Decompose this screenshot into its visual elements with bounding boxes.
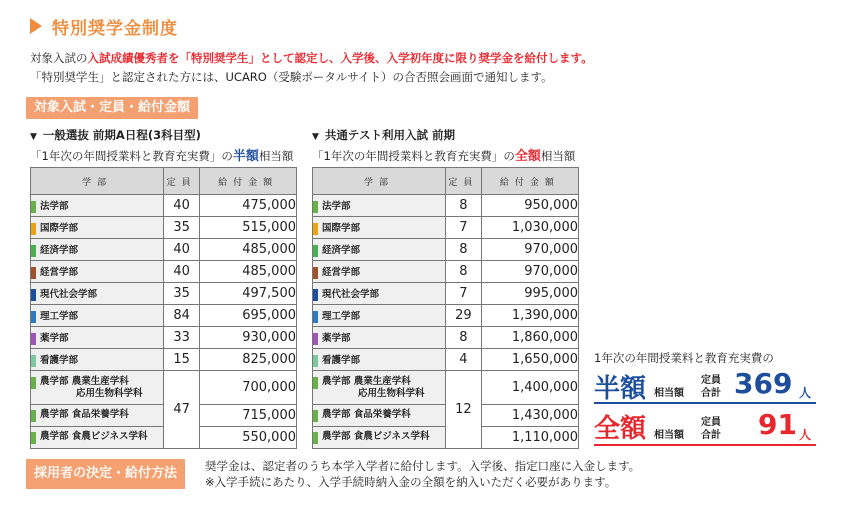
table-row: [313, 405, 579, 427]
faculty-name: 国際学部: [322, 223, 361, 235]
amount-cell: 497,500: [200, 283, 297, 305]
amount-cell: 950,000: [481, 195, 578, 217]
faculty-color-swatch: [31, 223, 36, 235]
faculty-cell: [313, 305, 446, 327]
table-row: [31, 371, 297, 405]
table-header-cell: 定員: [164, 168, 200, 195]
faculty-color-swatch: [313, 245, 318, 257]
table-row: [313, 195, 579, 217]
table-row: [313, 261, 579, 283]
capacity-cell: 15: [164, 349, 200, 371]
faculty-cell: [313, 427, 446, 449]
table-header-row: [31, 168, 297, 195]
faculty-name: 農学部 農業生産学科: [40, 375, 129, 387]
left-subline: 「1年次の年間授業料と教育充実費」の半額相当額: [30, 149, 294, 164]
faculty-cell: [313, 217, 446, 239]
right-table: [312, 167, 579, 449]
summary-full-unit: 人: [799, 428, 812, 442]
capacity-cell: 7: [446, 283, 482, 305]
faculty-lines: [322, 409, 411, 421]
amount-cell: 695,000: [200, 305, 297, 327]
summary-half: [594, 368, 816, 404]
faculty-cell: [313, 261, 446, 283]
amount-cell: 1,030,000: [481, 217, 578, 239]
faculty-cell: [31, 261, 164, 283]
summary-full-word: 全額: [594, 414, 647, 444]
amount-cell: 1,430,000: [481, 405, 578, 427]
faculty-cell: [31, 371, 164, 405]
faculty-lines: [40, 376, 143, 400]
faculty-cell: [313, 195, 446, 217]
amount-cell: 825,000: [200, 349, 297, 371]
summary-full-cap1: 定員: [701, 417, 721, 428]
table-row: [313, 349, 579, 371]
faculty-name: 国際学部: [40, 223, 79, 235]
intro-highlight: 入試成績優秀者を「特別奨学生」として認定し、入学後、入学初年度に限り奨学金を給付します。: [87, 51, 593, 65]
right-subhead: ▼ 共通テスト利用入試 前期: [312, 128, 455, 142]
amount-cell: 995,000: [481, 283, 578, 305]
section-bar-targets: 対象入試・定員・給付金額: [26, 97, 198, 119]
amount-cell: 1,390,000: [481, 305, 578, 327]
table-row: [31, 405, 297, 427]
faculty-name-sub: 応用生物科学科: [358, 387, 425, 399]
capacity-cell: 40: [164, 239, 200, 261]
faculty-name: 経済学部: [322, 245, 361, 257]
faculty-cell: [31, 405, 164, 427]
faculty-cell: [31, 283, 164, 305]
table-row: [31, 327, 297, 349]
faculty-cell: [313, 239, 446, 261]
table-header-row: [313, 168, 579, 195]
table-row: [313, 217, 579, 239]
faculty-cell: [31, 239, 164, 261]
faculty-color-swatch: [313, 333, 318, 345]
faculty-color-swatch: [313, 432, 318, 444]
table-row: [31, 239, 297, 261]
faculty-multiline: [313, 409, 445, 422]
faculty-color-swatch: [31, 311, 36, 323]
amount-cell: 930,000: [200, 327, 297, 349]
faculty-cell: [31, 427, 164, 449]
faculty-lines: [322, 431, 430, 443]
faculty-lines: [40, 409, 129, 421]
summary-full-total: 91: [758, 408, 797, 441]
right-subline: 「1年次の年間授業料と教育充実費」の全額相当額: [312, 149, 576, 164]
faculty-color-swatch: [313, 289, 318, 301]
capacity-cell: 4: [446, 349, 482, 371]
capacity-cell: 35: [164, 283, 200, 305]
faculty-cell: [31, 217, 164, 239]
table-row: [31, 305, 297, 327]
table-row: [31, 349, 297, 371]
table-row: [313, 327, 579, 349]
capacity-cell: 33: [164, 327, 200, 349]
amount-cell: 1,110,000: [481, 427, 578, 449]
section-bar-method: 採用者の決定・給付方法: [26, 459, 185, 489]
title-arrow-icon: [30, 18, 42, 34]
faculty-cell: [313, 327, 446, 349]
table-row: [31, 427, 297, 449]
summary-full: [594, 408, 816, 446]
faculty-name: 看護学部: [322, 355, 361, 367]
faculty-color-swatch: [31, 267, 36, 279]
table-header-cell: 定員: [446, 168, 482, 195]
amount-cell: 485,000: [200, 261, 297, 283]
amount-cell: 485,000: [200, 239, 297, 261]
faculty-color-swatch: [31, 333, 36, 345]
amount-cell: 1,860,000: [481, 327, 578, 349]
summary-full-suffix: 相当額: [654, 430, 684, 441]
faculty-name: 現代社会学部: [322, 289, 380, 301]
capacity-cell: 8: [446, 239, 482, 261]
faculty-cell: [313, 405, 446, 427]
amount-cell: 1,400,000: [481, 371, 578, 405]
table-header-cell: 学部: [313, 168, 446, 195]
summary-half-word: 半額: [594, 374, 647, 404]
intro-line-1: [30, 50, 593, 66]
faculty-color-swatch: [313, 410, 318, 422]
left-table: [30, 167, 297, 449]
amount-cell: 1,650,000: [481, 349, 578, 371]
table-row: [313, 427, 579, 449]
table-row: [31, 261, 297, 283]
faculty-color-swatch: [31, 289, 36, 301]
summary-half-cap2: 合計: [701, 388, 721, 399]
faculty-lines: [322, 376, 425, 400]
capacity-cell: 7: [446, 217, 482, 239]
table-row: [313, 239, 579, 261]
faculty-cell: [31, 349, 164, 371]
summary-full-cap2: 合計: [701, 430, 721, 441]
amount-cell: 715,000: [200, 405, 297, 427]
faculty-name: 農学部 食品栄養学科: [40, 409, 129, 420]
faculty-name: 経営学部: [322, 267, 361, 279]
faculty-name: 農学部 農業生産学科: [322, 375, 411, 387]
faculty-multiline: [31, 376, 163, 400]
summary-half-cap1: 定員: [701, 375, 721, 386]
summary-half-suffix: 相当額: [654, 388, 684, 399]
faculty-name: 薬学部: [322, 333, 351, 345]
table-header-cell: 給付金額: [481, 168, 578, 195]
faculty-multiline: [31, 431, 163, 444]
amount-cell: 970,000: [481, 261, 578, 283]
table-row: [313, 371, 579, 405]
faculty-name: 看護学部: [40, 355, 79, 367]
amount-cell: 475,000: [200, 195, 297, 217]
faculty-color-swatch: [31, 410, 36, 422]
capacity-cell: 12: [446, 371, 482, 449]
triangle-down-icon: ▼: [30, 132, 37, 142]
table-row: [313, 283, 579, 305]
faculty-name: 現代社会学部: [40, 289, 98, 301]
capacity-cell: 47: [164, 371, 200, 449]
capacity-cell: 8: [446, 261, 482, 283]
faculty-name-sub: 応用生物科学科: [76, 387, 143, 399]
amount-cell: 700,000: [200, 371, 297, 405]
method-line-2: ※入学手続にあたり、入学手続時納入金の全額を納入いただく必要があります。: [205, 475, 617, 489]
capacity-cell: 40: [164, 195, 200, 217]
page-title: 特別奨学金制度: [52, 19, 178, 39]
faculty-cell: [31, 305, 164, 327]
faculty-color-swatch: [31, 201, 36, 213]
intro-line-2: 「特別奨学生」と認定された方には、UCARO（受験ポータルサイト）の合否照会画面で通知します。: [30, 70, 553, 84]
faculty-color-swatch: [31, 355, 36, 367]
faculty-name: 経営学部: [40, 267, 79, 279]
faculty-name: 法学部: [40, 201, 69, 213]
faculty-name: 法学部: [322, 201, 351, 213]
table-header-cell: 学部: [31, 168, 164, 195]
faculty-name: 農学部 食農ビジネス学科: [322, 431, 430, 442]
faculty-multiline: [313, 376, 445, 400]
faculty-color-swatch: [313, 377, 318, 389]
faculty-color-swatch: [313, 223, 318, 235]
amount-cell: 550,000: [200, 427, 297, 449]
intro-text: 対象入試の: [30, 51, 88, 65]
method-line-1: 奨学金は、認定者のうち本学入学者に給付します。入学後、指定口座に入金します。: [205, 459, 641, 473]
capacity-cell: 40: [164, 261, 200, 283]
table-row: [313, 305, 579, 327]
faculty-cell: [313, 283, 446, 305]
faculty-name: 農学部 食品栄養学科: [322, 409, 411, 420]
faculty-name: 農学部 食農ビジネス学科: [40, 431, 148, 442]
faculty-color-swatch: [313, 311, 318, 323]
summary-label: 1年次の年間授業料と教育充実費の: [594, 351, 774, 365]
faculty-multiline: [31, 409, 163, 422]
summary-half-unit: 人: [799, 386, 812, 400]
faculty-color-swatch: [31, 432, 36, 444]
faculty-cell: [313, 349, 446, 371]
faculty-lines: [40, 431, 148, 443]
faculty-cell: [313, 371, 446, 405]
capacity-cell: 29: [446, 305, 482, 327]
faculty-color-swatch: [313, 267, 318, 279]
faculty-color-swatch: [313, 201, 318, 213]
amount-cell: 515,000: [200, 217, 297, 239]
faculty-color-swatch: [31, 245, 36, 257]
capacity-cell: 35: [164, 217, 200, 239]
faculty-color-swatch: [313, 355, 318, 367]
table-row: [31, 217, 297, 239]
summary-half-total: 369: [734, 367, 793, 400]
faculty-cell: [31, 195, 164, 217]
faculty-color-swatch: [31, 377, 36, 389]
triangle-down-icon: ▼: [312, 132, 319, 142]
capacity-cell: 84: [164, 305, 200, 327]
left-subhead: ▼ 一般選抜 前期A日程(3科目型): [30, 128, 201, 142]
faculty-name: 理工学部: [40, 311, 79, 323]
capacity-cell: 8: [446, 195, 482, 217]
capacity-cell: 8: [446, 327, 482, 349]
table-header-cell: 給付金額: [200, 168, 297, 195]
amount-cell: 970,000: [481, 239, 578, 261]
faculty-name: 経済学部: [40, 245, 79, 257]
faculty-name: 薬学部: [40, 333, 69, 345]
faculty-multiline: [313, 431, 445, 444]
table-row: [31, 195, 297, 217]
faculty-name: 理工学部: [322, 311, 361, 323]
table-row: [31, 283, 297, 305]
faculty-cell: [31, 327, 164, 349]
